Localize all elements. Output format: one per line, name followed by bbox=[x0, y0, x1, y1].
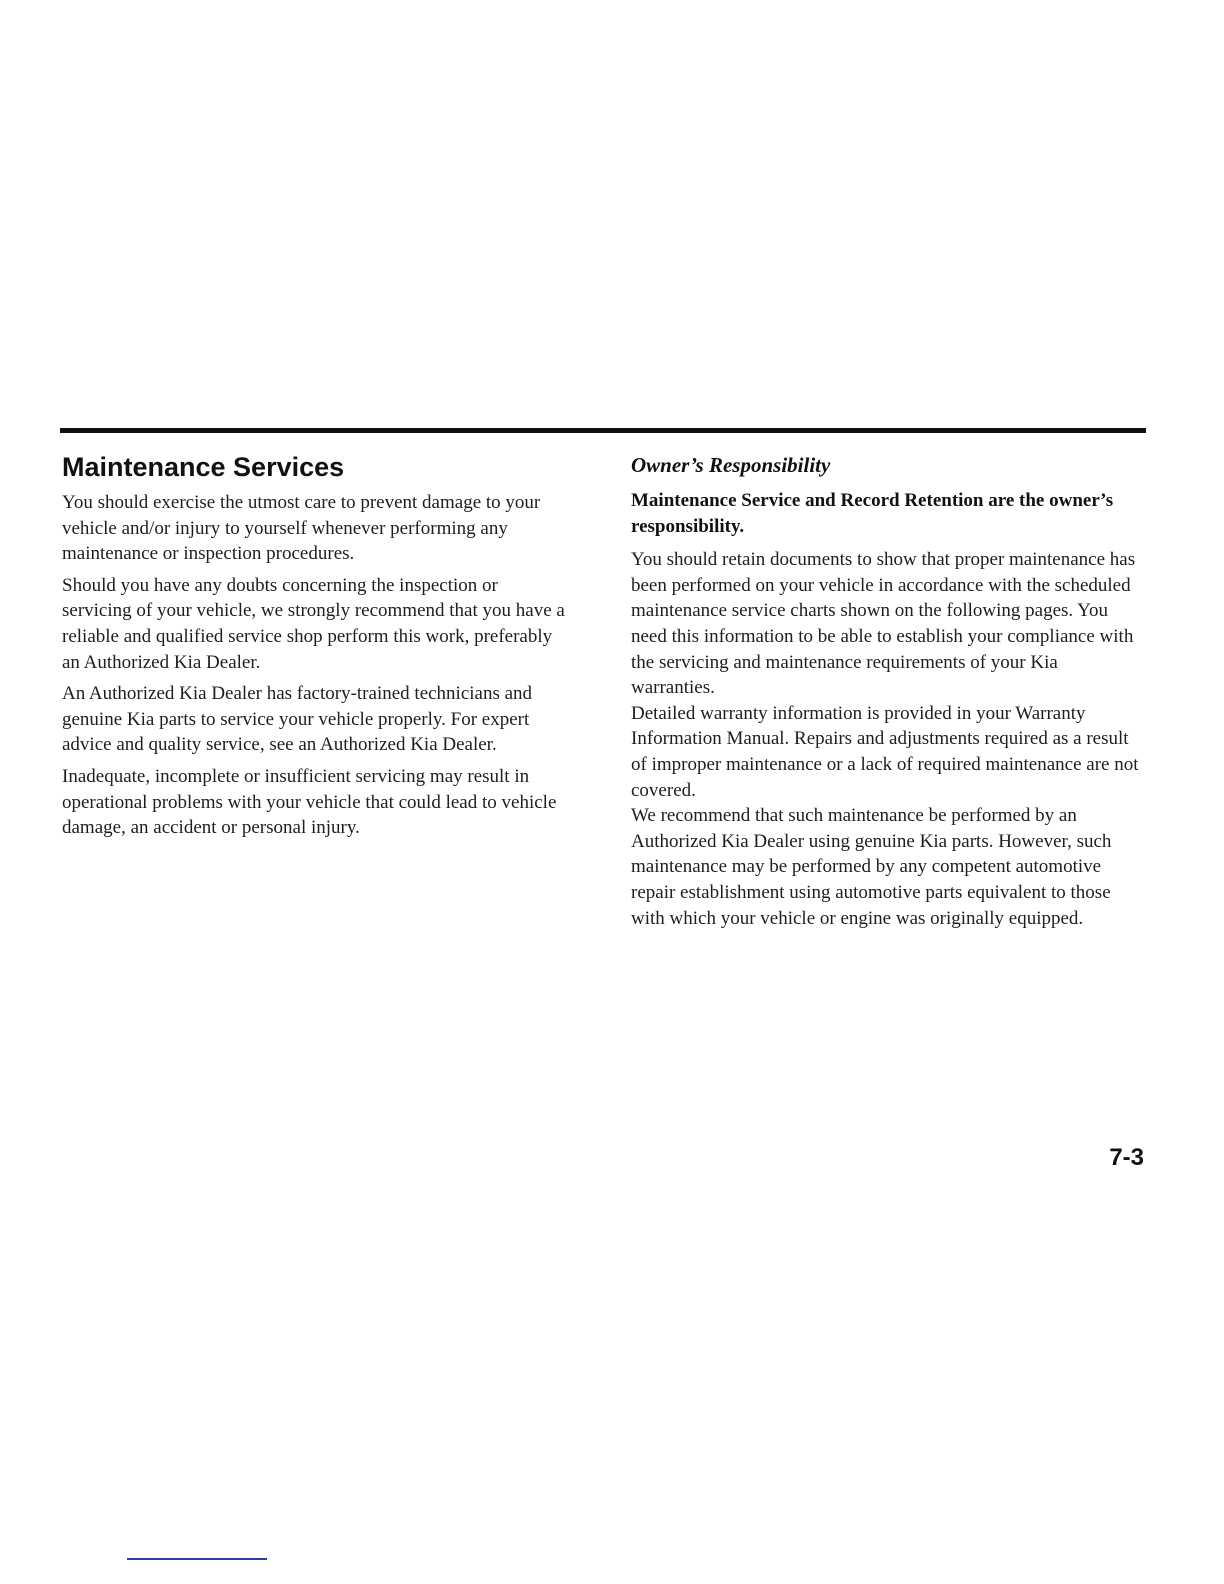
right-paragraph-2: Detailed warranty information is provided in your Warranty Information Manual. Repairs and adjustments required as a result of improper maintenance or a lack of required maintenance are not covered. bbox=[631, 702, 1139, 801]
page-number: 7-3 bbox=[1109, 1144, 1144, 1171]
right-paragraph-1: You should retain documents to show that proper maintenance has been performed on your vehicle in accordance with the scheduled maintenance service charts shown on the following pages. You need this information to be able to establish your compliance with the servicing and maintenance requirements of your Kia warranties. bbox=[631, 549, 1136, 699]
left-paragraph-3: An Authorized Kia Dealer has factory-trained technicians and genuine Kia parts to service your vehicle properly. For expert advice and quality service, see an Authorized Kia Dealer. bbox=[62, 683, 533, 756]
section-top-rule bbox=[60, 428, 1146, 433]
right-paragraph-3: We recommend that such maintenance be performed by an Authorized Kia Dealer using genuine Kia parts. However, such maintenance may be performed by any competent automotive repair establishment using automotive parts equivalent to those with which your vehicle or engine was originally equipped. bbox=[631, 805, 1112, 929]
responsibility-statement: Maintenance Service and Record Retention are the owner’s responsibility. bbox=[631, 490, 1114, 537]
left-column bbox=[62, 450, 570, 847]
left-paragraph-2: Should you have any doubts concerning the inspection or servicing of your vehicle, we strongly recommend that you have a reliable and qualified service shop perform this work, preferably an Authorized Kia Dealer. bbox=[62, 574, 565, 673]
subsection-title: Owner’s Responsibility bbox=[631, 453, 831, 477]
footer-rule bbox=[127, 1558, 267, 1560]
section-title: Maintenance Services bbox=[62, 452, 345, 482]
right-column bbox=[631, 450, 1143, 931]
left-paragraph-1: You should exercise the utmost care to prevent damage to your vehicle and/or injury to yourself whenever performing any maintenance or inspection procedures. bbox=[62, 492, 541, 565]
left-paragraph-4: Inadequate, incomplete or insufficient servicing may result in operational problems with your vehicle that could lead to vehicle damage, an accident or personal injury. bbox=[62, 765, 557, 839]
